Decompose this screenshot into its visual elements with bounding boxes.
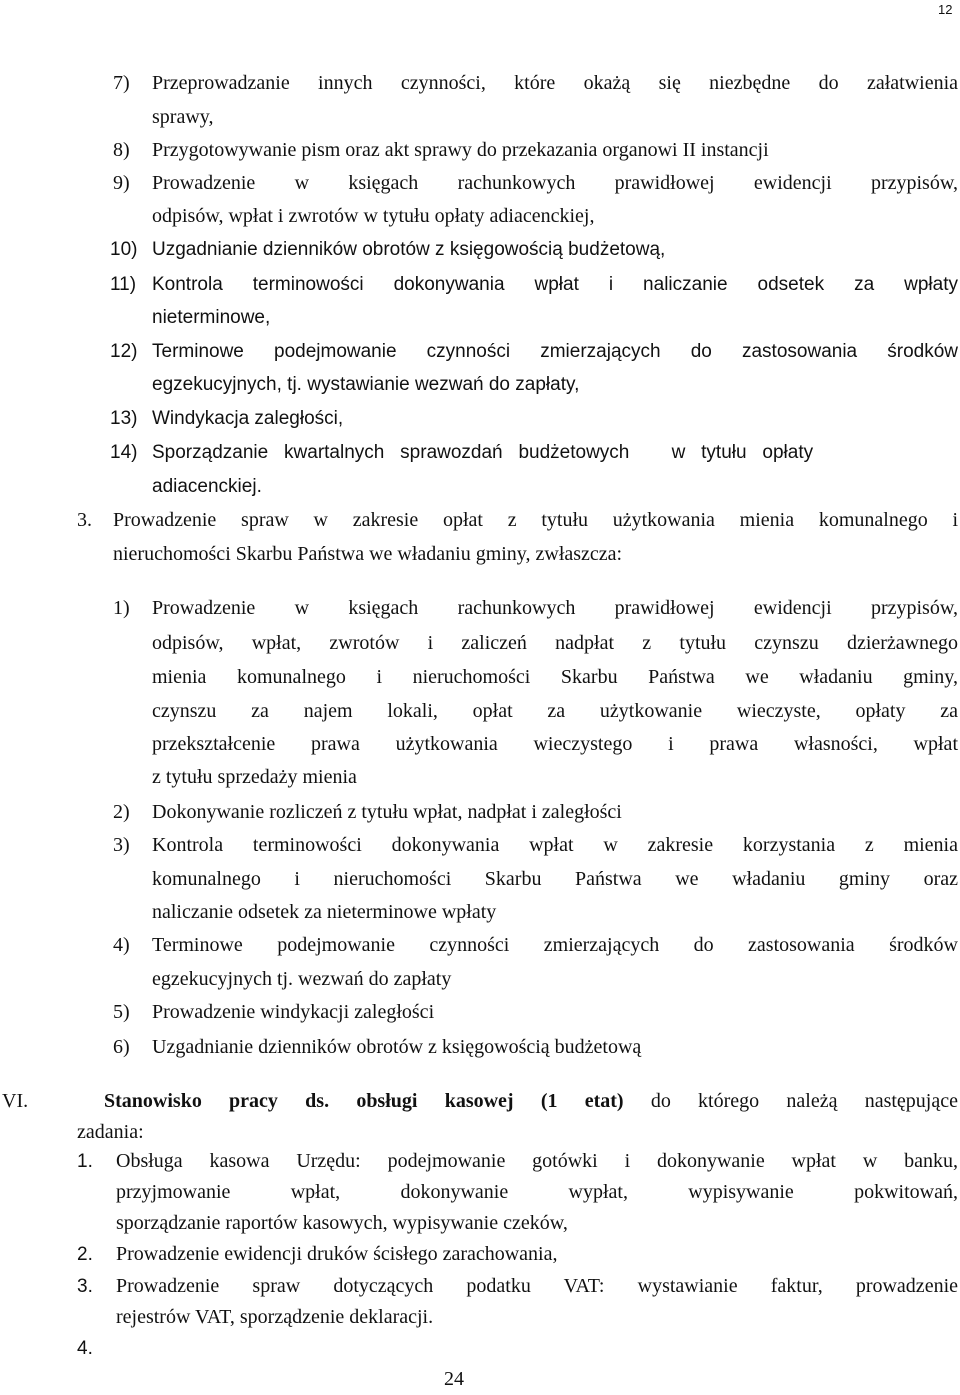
- section-heading-line: [104, 1090, 958, 1113]
- list-item-number: 1.: [77, 1151, 93, 1172]
- list-item-number: 2): [113, 801, 130, 823]
- list-item-line: przekształcenie prawa użytkowania wieczystego i prawa własności, wpłat: [152, 733, 958, 755]
- list-item-line: Uzgadnianie dzienników obrotów z księgowością budżetową: [152, 1036, 642, 1058]
- list-item-number: 3): [113, 834, 130, 856]
- list-item-line: sporządzanie raportów kasowych, wypisywanie czeków,: [116, 1212, 568, 1234]
- list-item-number: 6): [113, 1036, 130, 1058]
- list-item-line: egzekucyjnych, tj. wystawianie wezwań do zapłaty,: [152, 374, 580, 395]
- list-item-line: komunalnego i nieruchomości Skarbu Państwa we władaniu gminy oraz: [152, 868, 958, 890]
- list-item-line: sprawy,: [152, 106, 214, 128]
- list-item-line: Sporządzanie kwartalnych sprawozdań budżetowych w tytułu opłaty: [152, 442, 814, 463]
- section-number: 3.: [77, 509, 92, 531]
- list-item-line: Kontrola terminowości dokonywania wpłat i naliczanie odsetek za wpłaty: [152, 274, 958, 295]
- list-item-line: z tytułu sprzedaży mienia: [152, 766, 357, 788]
- list-item-line: Uzgadnianie dzienników obrotów z księgowością budżetową,: [152, 239, 666, 260]
- list-item-number: 8): [113, 139, 130, 161]
- list-item-line: naliczanie odsetek za nieterminowe wpłaty: [152, 901, 497, 923]
- list-item-line: Prowadzenie w księgach rachunkowych prawidłowej ewidencji przypisów,: [152, 172, 958, 194]
- section-numeral: VI.: [2, 1090, 29, 1112]
- list-item-line: Prowadzenie w księgach rachunkowych prawidłowej ewidencji przypisów,: [152, 597, 958, 619]
- list-item-number: 11): [110, 274, 137, 295]
- section-line: nieruchomości Skarbu Państwa we władaniu gminy, zwłaszcza:: [113, 543, 623, 565]
- list-item-number: 4): [113, 934, 130, 956]
- section-heading-rest: do którego należą następujące: [623, 1090, 958, 1112]
- list-item-line: Dokonywanie rozliczeń z tytułu wpłat, nadpłat i zaległości: [152, 801, 622, 823]
- list-item-line: Kontrola terminowości dokonywania wpłat w zakresie korzystania z mienia: [152, 834, 958, 856]
- list-item-number: 5): [113, 1001, 130, 1023]
- list-item-line: rejestrów VAT, sporządzenie deklaracji.: [116, 1306, 434, 1328]
- list-item-line: Windykacja zaległości,: [152, 408, 344, 429]
- list-item-number: 2.: [77, 1244, 93, 1265]
- page-number: 12: [938, 2, 953, 17]
- list-item-line: egzekucyjnych tj. wezwań do zapłaty: [152, 968, 452, 990]
- list-item-line: Obsługa kasowa Urzędu: podejmowanie gotówki i dokonywanie wpłat w banku,: [116, 1150, 958, 1172]
- list-item-line: odpisów, wpłat, zwrotów i zaliczeń nadpłat z tytułu czynszu dzierżawnego: [152, 632, 958, 654]
- list-item-number: 10): [110, 239, 138, 260]
- list-item-line: przyjmowanie wpłat, dokonywanie wypłat, wypisywanie pokwitowań,: [116, 1181, 958, 1203]
- list-item-number: 9): [113, 172, 130, 194]
- list-item-line: Prowadzenie windykacji zaległości: [152, 1001, 435, 1023]
- section-heading-continuation: zadania:: [77, 1121, 144, 1143]
- list-item-number: 13): [110, 408, 138, 429]
- list-item-line: czynszu za najem lokali, opłat za użytkowanie wieczyste, opłaty za: [152, 700, 958, 722]
- list-item-number: 14): [110, 442, 138, 463]
- list-item-line: Prowadzenie ewidencji druków ścisłego zarachowania,: [116, 1243, 558, 1265]
- list-item-line: Przygotowywanie pism oraz akt sprawy do przekazania organowi II instancji: [152, 139, 769, 161]
- list-item-line: nieterminowe,: [152, 307, 271, 328]
- section-heading-bold: Stanowisko pracy ds. obsługi kasowej (1 etat): [104, 1090, 624, 1112]
- footer-number: 24: [444, 1368, 464, 1390]
- list-item-number: 1): [113, 597, 130, 619]
- list-item-line: Terminowe podejmowanie czynności zmierzających do zastosowania środków: [152, 934, 958, 956]
- list-item-line: Prowadzenie spraw dotyczących podatku VAT: wystawianie faktur, prowadzenie: [116, 1275, 958, 1297]
- list-item-line: Przeprowadzanie innych czynności, które okażą się niezbędne do załatwienia: [152, 72, 958, 94]
- section-line: Prowadzenie spraw w zakresie opłat z tytułu użytkowania mienia komunalnego i: [113, 509, 958, 531]
- list-item-line: adiacenckiej.: [152, 476, 262, 497]
- list-item-line: mienia komunalnego i nieruchomości Skarbu Państwa we władaniu gminy,: [152, 666, 958, 688]
- list-item-number: 7): [113, 72, 130, 94]
- list-item-number: 12): [110, 341, 138, 362]
- list-item-number: 4.: [77, 1338, 93, 1359]
- list-item-line: Terminowe podejmowanie czynności zmierzających do zastosowania środków: [152, 341, 958, 362]
- list-item-line: odpisów, wpłat i zwrotów w tytułu opłaty adiacenckiej,: [152, 205, 595, 227]
- list-item-number: 3.: [77, 1276, 93, 1297]
